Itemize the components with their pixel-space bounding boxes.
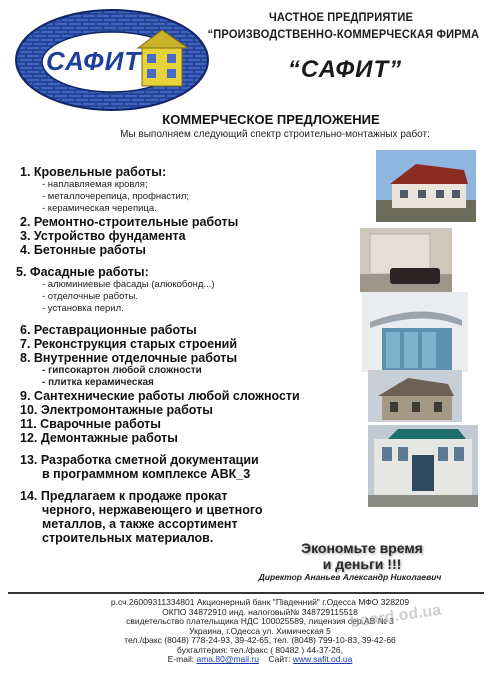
service-metal-sales-cont: черного, нержавеющего и цветного [42,503,263,517]
site-label: Сайт: [268,654,291,664]
service-facade: 5. Фасадные работы: [16,265,149,279]
photo-old-building [368,370,462,422]
photo-glass-facade [362,292,468,372]
service-roofing-sub: - металлочерепица, профнастил; [42,191,189,202]
service-concrete: 4. Бетонные работы [20,243,146,257]
footer-divider [8,592,484,594]
service-foundation: 3. Устройство фундамента [20,229,186,243]
service-interior: 8. Внутренние отделочные работы [20,351,238,365]
company-header [196,10,486,41]
service-facade-sub: - установка перил. [42,303,124,314]
slogan [272,540,452,572]
service-metal-sales: 14. Предлагаем к продаже прокат [20,489,228,503]
contact-links [80,655,440,665]
service-repair: 2. Ремонтно-строительные работы [20,215,239,229]
safit-logo [12,6,212,114]
vat-license: свидетельство плательщика НДС 100025589, лицензия сер.АВ № 3 [126,616,394,626]
service-electrical: 10. Электромонтажные работы [20,403,213,417]
service-interior-sub: - плитка керамическая [42,377,154,388]
service-roofing-sub: - наплавляемая кровля; [42,179,148,190]
service-plumbing: 9. Сантехнические работы любой сложности [20,389,300,403]
photo-roofed-house [376,150,476,222]
accounting-phone: бухгалтерия: тел./факс ( 80482 ) 44-37-26, [177,644,343,655]
service-estimates-cont: в программном комплексе АВК_3 [42,467,251,481]
tax-codes: ОКПО 34872910 инд. налоговый№ 348729115518 [162,606,358,617]
watermark: board.od.ua [349,601,443,632]
service-welding: 11. Сварочные работы [20,417,161,431]
slogan-line: и деньги !!! [322,556,402,572]
email-link[interactable]: ama.80@mail.ru [196,654,259,664]
services-list [16,165,365,545]
photo-office-building [368,425,478,507]
service-estimates: 13. Разработка сметной документации [20,453,259,467]
company-type: ЧАСТНОЕ ПРЕДПРИЯТИЕ [268,10,414,24]
offer-subtitle: Мы выполняем следующий спектр строительно-монтажных работ: [120,129,430,140]
address: Украина, г.Одесса ул. Химическая 5 [189,625,331,636]
bank-account: р.сч.26009311334801 Акционерный банк "Південний" г.Одесса МФО 328209 [110,597,410,607]
service-interior-sub: - гипсокартон любой сложности [42,365,202,376]
offer-title: КОММЕРЧЕСКОЕ ПРЕДЛОЖЕНИЕ [162,112,380,127]
service-restoration: 6. Реставрационные работы [20,323,197,337]
company-name: “САФИТ” [287,56,403,83]
service-facade-sub: - отделочные работы. [42,291,138,302]
service-metal-sales-cont: строительных материалов. [42,531,214,545]
photo-interior [360,228,452,292]
service-demolition: 12. Демонтажные работы [20,431,178,445]
email-label: E-mail: [167,654,195,664]
phones: тел./факс (8048) 778-24-93, 39-42-65, тел. (8048) 799-10-83, 39-42-66 [124,635,396,645]
service-roofing-sub: - керамическая черепица. [42,203,157,214]
footer-requisites [80,597,443,665]
slogan-line: Экономьте время [301,540,423,556]
service-reconstruction: 7. Реконструкция старых строений [20,337,238,351]
site-link[interactable]: www.safit.od.ua [292,654,353,664]
company-kind: “ПРОИЗВОДСТВЕННО-КОММЕРЧЕСКАЯ ФИРМА [207,27,480,41]
director-signature: Директор Ананьев Александр Николаевич [258,572,442,582]
logo-text: САФИТ [46,46,142,76]
service-roofing: 1. Кровельные работы: [20,165,167,179]
service-facade-sub: - алюминиевые фасады (алюкобонд...) [42,279,215,290]
service-metal-sales-cont: металлов, а также ассортимент [42,517,238,531]
